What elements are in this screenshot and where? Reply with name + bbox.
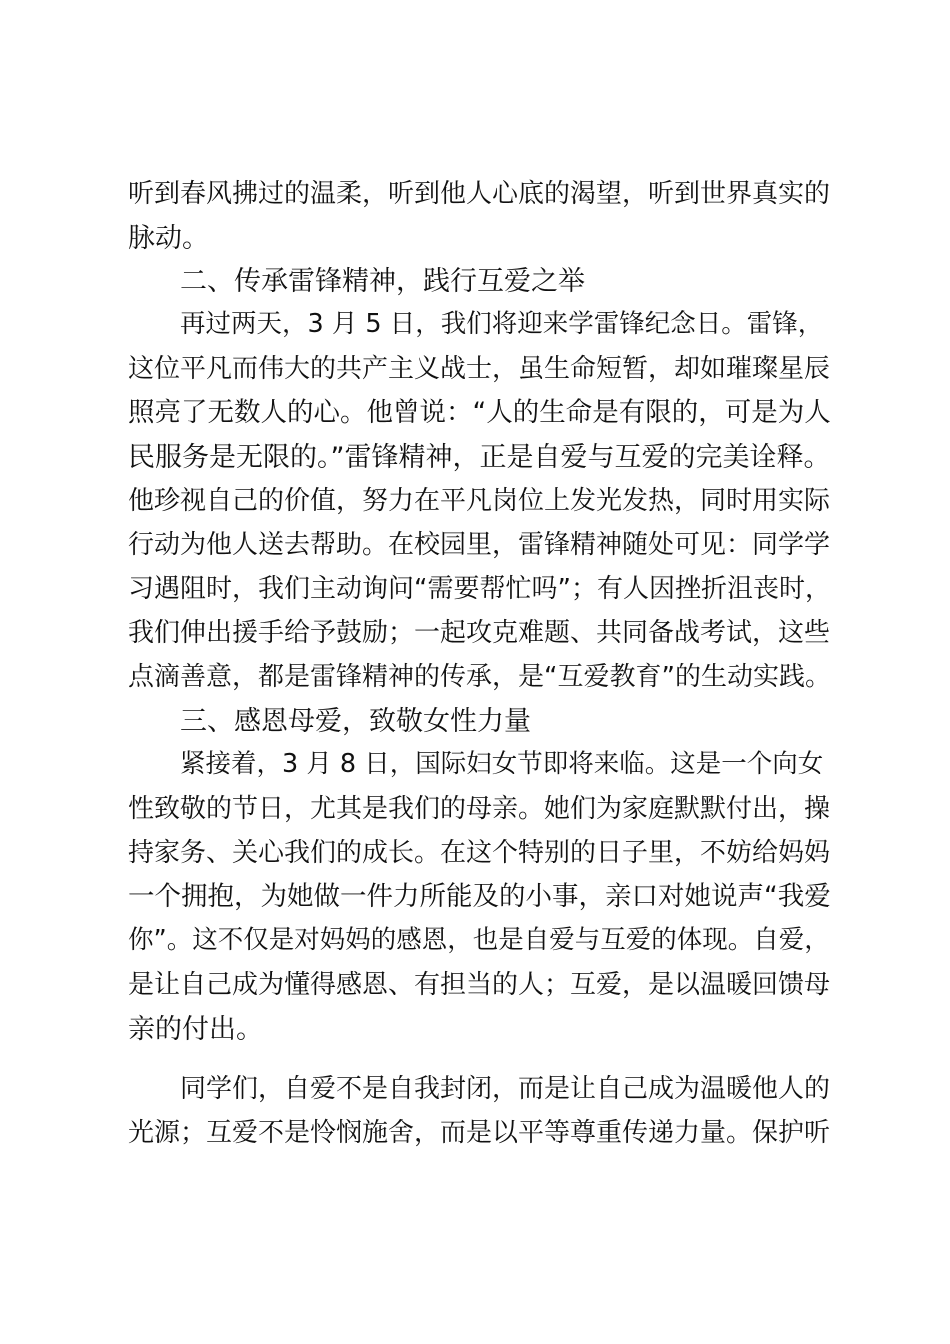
- text-line: 听到春风拂过的温柔，听到他人心底的渴望，听到世界真实的: [128, 179, 831, 209]
- text-line: 持家务、关心我们的成长。在这个特别的日子里，不妨给妈妈: [128, 838, 831, 868]
- text-line: 点滴善意，都是雷锋精神的传承，是“互爱教育”的生动实践。: [128, 662, 831, 692]
- paragraph-first-line: 同学们，自爱不是自我封闭，而是让自己成为温暖他人的: [180, 1074, 831, 1104]
- text-line: 照亮了无数人的心。他曾说：“人的生命是有限的，可是为人: [128, 397, 831, 428]
- text-line: 行动为他人送去帮助。在校园里，雷锋精神随处可见：同学学: [128, 530, 831, 560]
- text-line: 习遇阻时，我们主动询问“需要帮忙吗”；有人因挫折沮丧时，: [128, 574, 831, 604]
- text-line: 是让自己成为懂得感恩、有担当的人；互爱，是以温暖回馈母: [128, 970, 831, 1000]
- paragraph-first-line: 紧接着，3 月 8 日，国际妇女节即将来临。这是一个向女: [180, 749, 824, 779]
- section-heading-3: 三、感恩母爱，致敬女性力量: [180, 706, 531, 737]
- section-heading-2: 二、传承雷锋精神，践行互爱之举: [180, 266, 585, 297]
- text-line: 民服务是无限的。”雷锋精神，正是自爱与互爱的完美诠释。: [128, 442, 831, 473]
- text-line: 光源；互爱不是怜悯施舍，而是以平等尊重传递力量。保护听: [128, 1118, 831, 1148]
- text-line: 我们伸出援手给予鼓励；一起攻克难题、共同备战考试，这些: [128, 618, 831, 648]
- text-line: 性致敬的节日，尤其是我们的母亲。她们为家庭默默付出，操: [128, 794, 831, 824]
- text-line: 一个拥抱，为她做一件力所能及的小事，亲口对她说声“我爱: [128, 881, 831, 912]
- text-line: 亲的付出。: [128, 1014, 263, 1045]
- text-line: 这位平凡而伟大的共产主义战士，虽生命短暂，却如璀璨星辰: [128, 354, 831, 384]
- text-line: 你”。这不仅是对妈妈的感恩，也是自爱与互爱的体现。自爱，: [128, 925, 830, 955]
- text-line: 脉动。: [128, 223, 209, 254]
- paragraph-first-line: 再过两天，3 月 5 日，我们将迎来学雷锋纪念日。雷锋，: [180, 309, 824, 339]
- text-line: 他珍视自己的价值，努力在平凡岗位上发光发热，同时用实际: [128, 486, 831, 516]
